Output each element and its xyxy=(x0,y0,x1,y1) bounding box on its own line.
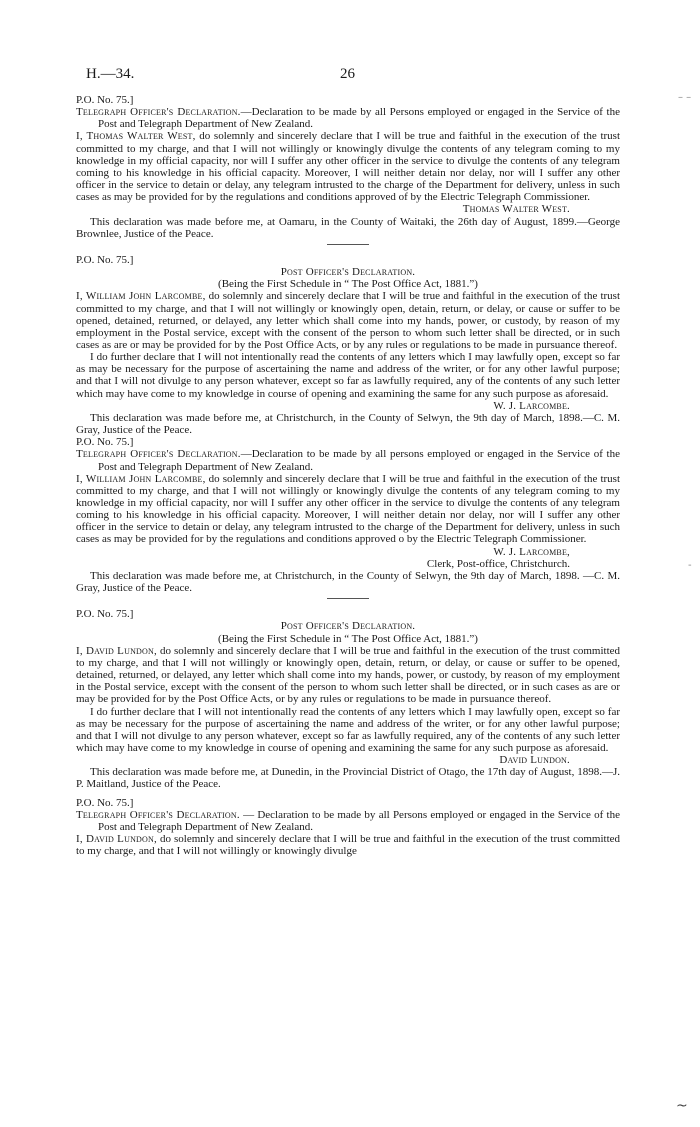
declaration-post-lundon xyxy=(76,608,620,790)
document-number: H.—34. xyxy=(86,66,135,82)
document-body xyxy=(76,60,620,857)
declaration-heading xyxy=(76,448,620,472)
reference-label: P.O. No. 75.] xyxy=(76,94,134,106)
section-divider xyxy=(327,244,369,245)
margin-mark-icon: – – xyxy=(678,92,692,103)
reference-label: P.O. No. 75.] xyxy=(76,608,134,621)
heading-text: — Declaration to be made by all Persons employed or engaged in the Service of the Post and Telegraph Department of New Zealand. xyxy=(98,808,620,833)
margin-mark-icon: - xyxy=(688,560,692,571)
heading-title: Telegraph Officer's Declaration. xyxy=(76,106,241,119)
made-before: This declaration was made before me, at Dunedin, in the Provincial District of Otago, the 17th day of August, 1898.—J. P. Maitland, Justice of the Peace. xyxy=(76,766,620,791)
section-divider xyxy=(327,598,369,599)
made-before: This declaration was made before me, at Oamaru, in the County of Waitaki, the 26th day of August, 1899.—George Brownlee, Justice of the Peace. xyxy=(76,215,620,240)
body-text: do solemnly and sincerely declare that I will be true and faithful in the execution of the trust committed to my charge, and that I will not willingly or knowingly divulge the contents of any telegram coming to my knowledge in my official capacity, nor will I suffer any other officer in the service to divulge the contents of any telegram coming to his knowledge in his official capacity. Moreover, I will neither detain nor delay, nor will I suffer any other officer in the service to detain or delay, any telegram intrusted to the charge of the Department for delivery, unless in such cases as may be provided for by the regulations and conditions approved of by the Electric Telegraph Commissioner. xyxy=(76,130,621,204)
body-text: do solemnly and sincerely declare that I will be true and faithful in the execution of the trust committed to my charge, and that I will not willingly or knowingly open, detain, return, or delay, or cause or suffer to be opened, detained, returned, or delayed, any letter which shall come into my hands, power, or custody, by reason of my employment in the Postal service, except with the consent of the person to whom such letter shall be directed, or in such cases as are or may be provided for by the Post Office Acts, or by any rules or regulations to be made in pursuance thereof. xyxy=(76,290,621,351)
heading-title: Telegraph Officer's Declaration. xyxy=(76,808,240,821)
body-text: do solemnly and sincerely declare that I will be true and faithful in the execution of the trust committed to my charge, and that I will not willingly or knowingly divulge the contents of any telegram coming to my knowledge in my official capacity, nor will I suffer any other officer in the service to divulge the contents of any telegram coming to his knowledge in his official capacity. Moreover, I will neither detain nor delay, nor will I suffer any other officer in the service to detain or delay, any telegram intrusted to the charge of the Department for delivery, unless in such cases as may be provided for by the regulations and conditions approved o by the Electric Telegraph Commissioner. xyxy=(76,472,621,546)
declarant-name: I, William John Larcombe, xyxy=(76,472,206,485)
reference-label: P.O. No. 75.] xyxy=(76,436,134,449)
declaration-body xyxy=(76,473,620,546)
declaration-post-larcombe xyxy=(76,254,620,436)
declaration-telegraph-lundon xyxy=(76,797,620,858)
body-text: do solemnly and sincerely declare that I will be true and faithful in the execution of the trust committed to my charge, and that I will not willingly or knowingly open, detain, return, or delay, or cause or suffer to be opened, detained, returned, or delayed, any letter which shall come into my hands, power, or custody, by reason of my employment in the Postal service, except with the consent of the person to whom such letter shall be directed, or in such cases as are or may be provided for by the Post Office Acts, or by any rules or regulations to be made in pursuance thereof. xyxy=(76,644,621,706)
declaration-title: Post Officer's Declaration. xyxy=(280,266,416,279)
body-text: do solemnly and sincerely declare that I will be true and faithful in the execution of the trust committed to my charge, and that I will not willingly or knowingly divulge xyxy=(76,833,621,858)
declaration-body xyxy=(76,290,620,351)
signature: David Lundon. xyxy=(499,754,570,767)
signature: W. J. Larcombe. xyxy=(493,399,570,412)
declarant-name: I, Thomas Walter West, xyxy=(76,130,196,143)
made-before: This declaration was made before me, at Christchurch, in the County of Selwyn, the 9th day of March, 1898. —C. M. Gray, Justice of the Peace. xyxy=(76,569,620,595)
declaration-body-2: I do further declare that I will not intentionally read the contents of any letters which I may lawfully open, except so far as may be necessary for the purpose of ascertaining the name and address of the writer, or for any other lawful purpose; and that I will not divulge to any person whatever, except so far as lawfully required, any of the contents of any such letter which may have come to my knowledge in course of opening and examining the same for any such purpose as aforesaid. xyxy=(76,705,620,754)
margin-mark-icon: ~ xyxy=(676,1098,688,1114)
declaration-body xyxy=(76,130,620,203)
declarant-name: I, David Lundon, xyxy=(76,833,157,846)
signature: Thomas Walter West. xyxy=(462,203,570,216)
heading-text: —Declaration to be made by all Persons employed or engaged in the Service of the Post and Telegraph Department of New Zealand. xyxy=(98,106,620,131)
declaration-telegraph-west xyxy=(76,94,620,240)
reference-label: P.O. No. 75.] xyxy=(76,796,134,809)
declaration-subtitle: (Being the First Schedule in “ The Post Office Act, 1881.”) xyxy=(218,632,478,645)
declaration-body xyxy=(76,645,620,706)
declaration-telegraph-larcombe xyxy=(76,436,620,594)
declaration-title: Post Officer's Declaration. xyxy=(280,620,416,633)
declaration-heading xyxy=(76,106,620,130)
signature: W. J. Larcombe, xyxy=(493,545,570,558)
page-number: 26 xyxy=(340,66,355,82)
declarant-name: I, William John Larcombe, xyxy=(76,290,206,303)
made-before: This declaration was made before me, at Christchurch, in the County of Selwyn, the 9th day of March, 1898.—C. M. Gray, Justice of the Peace. xyxy=(76,411,620,437)
declarant-name: I, David Lundon, xyxy=(76,644,157,657)
declaration-subtitle: (Being the First Schedule in “ The Post Office Act, 1881.”) xyxy=(218,278,478,291)
signature-title: Clerk, Post-office, Christchurch. xyxy=(426,557,570,570)
declaration-body-2: I do further declare that I will not intentionally read the contents of any letters which I may lawfully open, except so far as may be necessary for the purpose of ascertaining the name and address of the writer, or for any other lawful purpose; and that I will not divulge to any person whatever, except so far as lawfully required, any of the contents of any such letter which may have come to my knowledge in course of opening and examining the same for any such purpose as aforesaid. xyxy=(76,351,620,400)
declaration-heading xyxy=(76,809,620,833)
heading-text: —Declaration to be made by all persons employed or engaged in the Service of the Post and Telegraph Department of New Zealand. xyxy=(98,448,620,473)
reference-label: P.O. No. 75.] xyxy=(76,253,134,266)
declaration-body xyxy=(76,833,620,857)
heading-title: Telegraph Officer's Declaration. xyxy=(76,448,241,461)
